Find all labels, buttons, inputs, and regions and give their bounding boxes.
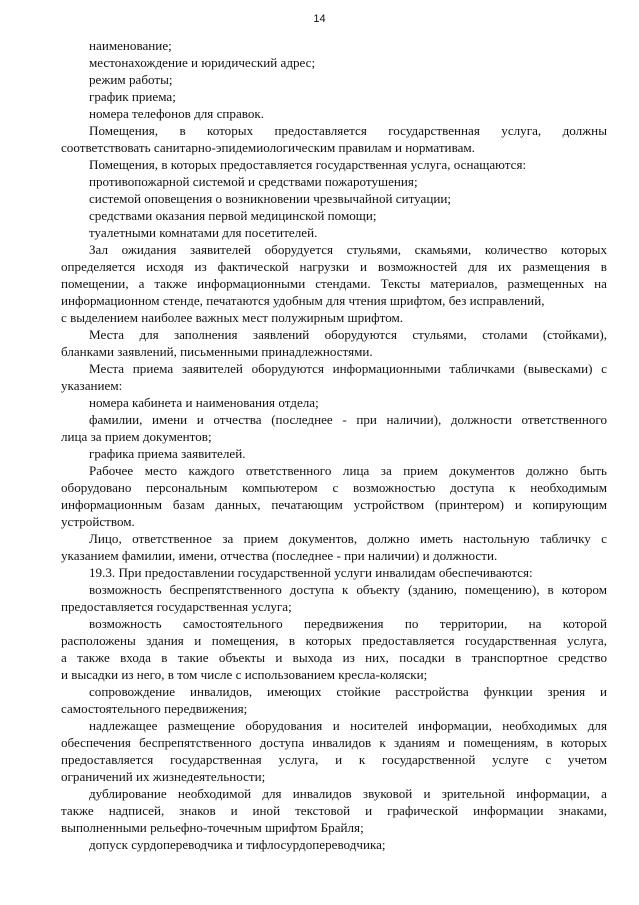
text-line: с выделением наиболее важных мест полужирным шрифтом. [61, 310, 404, 325]
text-line: указанием: [61, 378, 123, 393]
text-line: Помещения, в которых предоставляется государственная услуга, оснащаются: [89, 157, 527, 172]
text-line: дублирование необходимой для инвалидов звуковой и зрительной информации, а [89, 786, 607, 801]
text-line: Места приема заявителей оборудуются информационными табличками (вывесками) с [89, 361, 607, 376]
text-line: Рабочее место каждого ответственного лица за прием документов должно быть [89, 463, 607, 478]
text-line: фамилии, имени и отчества (последнее - при наличии), должности ответственного [89, 412, 607, 427]
text-line: и высадки из него, в том числе с использованием кресла-коляски; [61, 667, 428, 682]
text-line: наименование; [89, 38, 172, 53]
text-line: предоставляется государственная услуга; [61, 599, 292, 614]
text-line: Зал ожидания заявителей оборудуется стульями, скамьями, количество которых [89, 242, 607, 257]
page-number: 14 [313, 13, 326, 25]
text-line: возможность самостоятельного передвижения по территории, на которой [89, 616, 607, 631]
text-line: системой оповещения о возникновении чрезвычайной ситуации; [89, 191, 451, 206]
text-line: предоставляется государственная услуга, и к государственной услуге с учетом [61, 752, 607, 767]
text-line: Места для заполнения заявлений оборудуются стульями, столами (стойками), [89, 327, 607, 342]
text-line: информационном стенде, печатаются удобным для чтения шрифтом, без исправлений, [61, 293, 545, 308]
text-line: самостоятельного передвижения; [61, 701, 248, 716]
text-line: местонахождение и юридический адрес; [89, 55, 316, 70]
text-line: Помещения, в которых предоставляется государственная услуга, должны [89, 123, 607, 138]
text-line: помещении, а также информационными стендами. Тексты материалов, размещенных на [61, 276, 607, 291]
text-line: надлежащее размещение оборудования и носителей информации, необходимых для [89, 718, 607, 733]
text-line: номера телефонов для справок. [89, 106, 265, 121]
text-line: бланками заявлений, письменными принадлежностями. [61, 344, 373, 359]
text-line: противопожарной системой и средствами пожаротушения; [89, 174, 418, 189]
text-line: указанием фамилии, имени, отчества (последнее - при наличии) и должности. [61, 548, 498, 563]
text-line: соответствовать санитарно-эпидемиологическим правилам и нормативам. [61, 140, 475, 155]
text-line: режим работы; [89, 72, 173, 87]
document-body [61, 37, 607, 853]
text-line: Лицо, ответственное за прием документов, должно иметь настольную табличку с [89, 531, 607, 546]
text-line: расположены здания и помещения, в которых предоставляется государственная услуга, [61, 633, 607, 648]
text-line: средствами оказания первой медицинской помощи; [89, 208, 377, 223]
text-line: оборудовано персональным компьютером с возможностью доступа к необходимым [61, 480, 607, 495]
text-line: устройством. [61, 514, 135, 529]
text-line: допуск сурдопереводчика и тифлосурдопереводчика; [89, 837, 386, 852]
text-line: а также входа в такие объекты и выхода из них, посадки в транспортное средство [61, 650, 607, 665]
text-line: 19.3. При предоставлении государственной услуги инвалидам обеспечиваются: [89, 565, 533, 580]
text-line: определяется исходя из фактической нагрузки и возможностей для их размещения в [61, 259, 607, 274]
text-line: выполненными рельефно-точечным шрифтом Брайля; [61, 820, 364, 835]
text-line: также надписей, знаков и иной текстовой и графической информации знаками, [61, 803, 607, 818]
text-line: информационным базам данных, печатающим устройством (принтером) и копирующим [61, 497, 607, 512]
text-line: ограничений их жизнедеятельности; [61, 769, 266, 784]
text-line: туалетными комнатами для посетителей. [89, 225, 318, 240]
text-line: сопровождение инвалидов, имеющих стойкие расстройства функции зрения и [89, 684, 607, 699]
text-line: лица за прием документов; [61, 429, 212, 444]
text-line: обеспечения беспрепятственного доступа инвалидов к зданиям и помещениям, в которых [61, 735, 607, 750]
text-line: графика приема заявителей. [89, 446, 246, 461]
text-line: возможность беспрепятственного доступа к объекту (зданию, помещению), в котором [89, 582, 607, 597]
text-line: номера кабинета и наименования отдела; [89, 395, 319, 410]
text-line: график приема; [89, 89, 176, 104]
